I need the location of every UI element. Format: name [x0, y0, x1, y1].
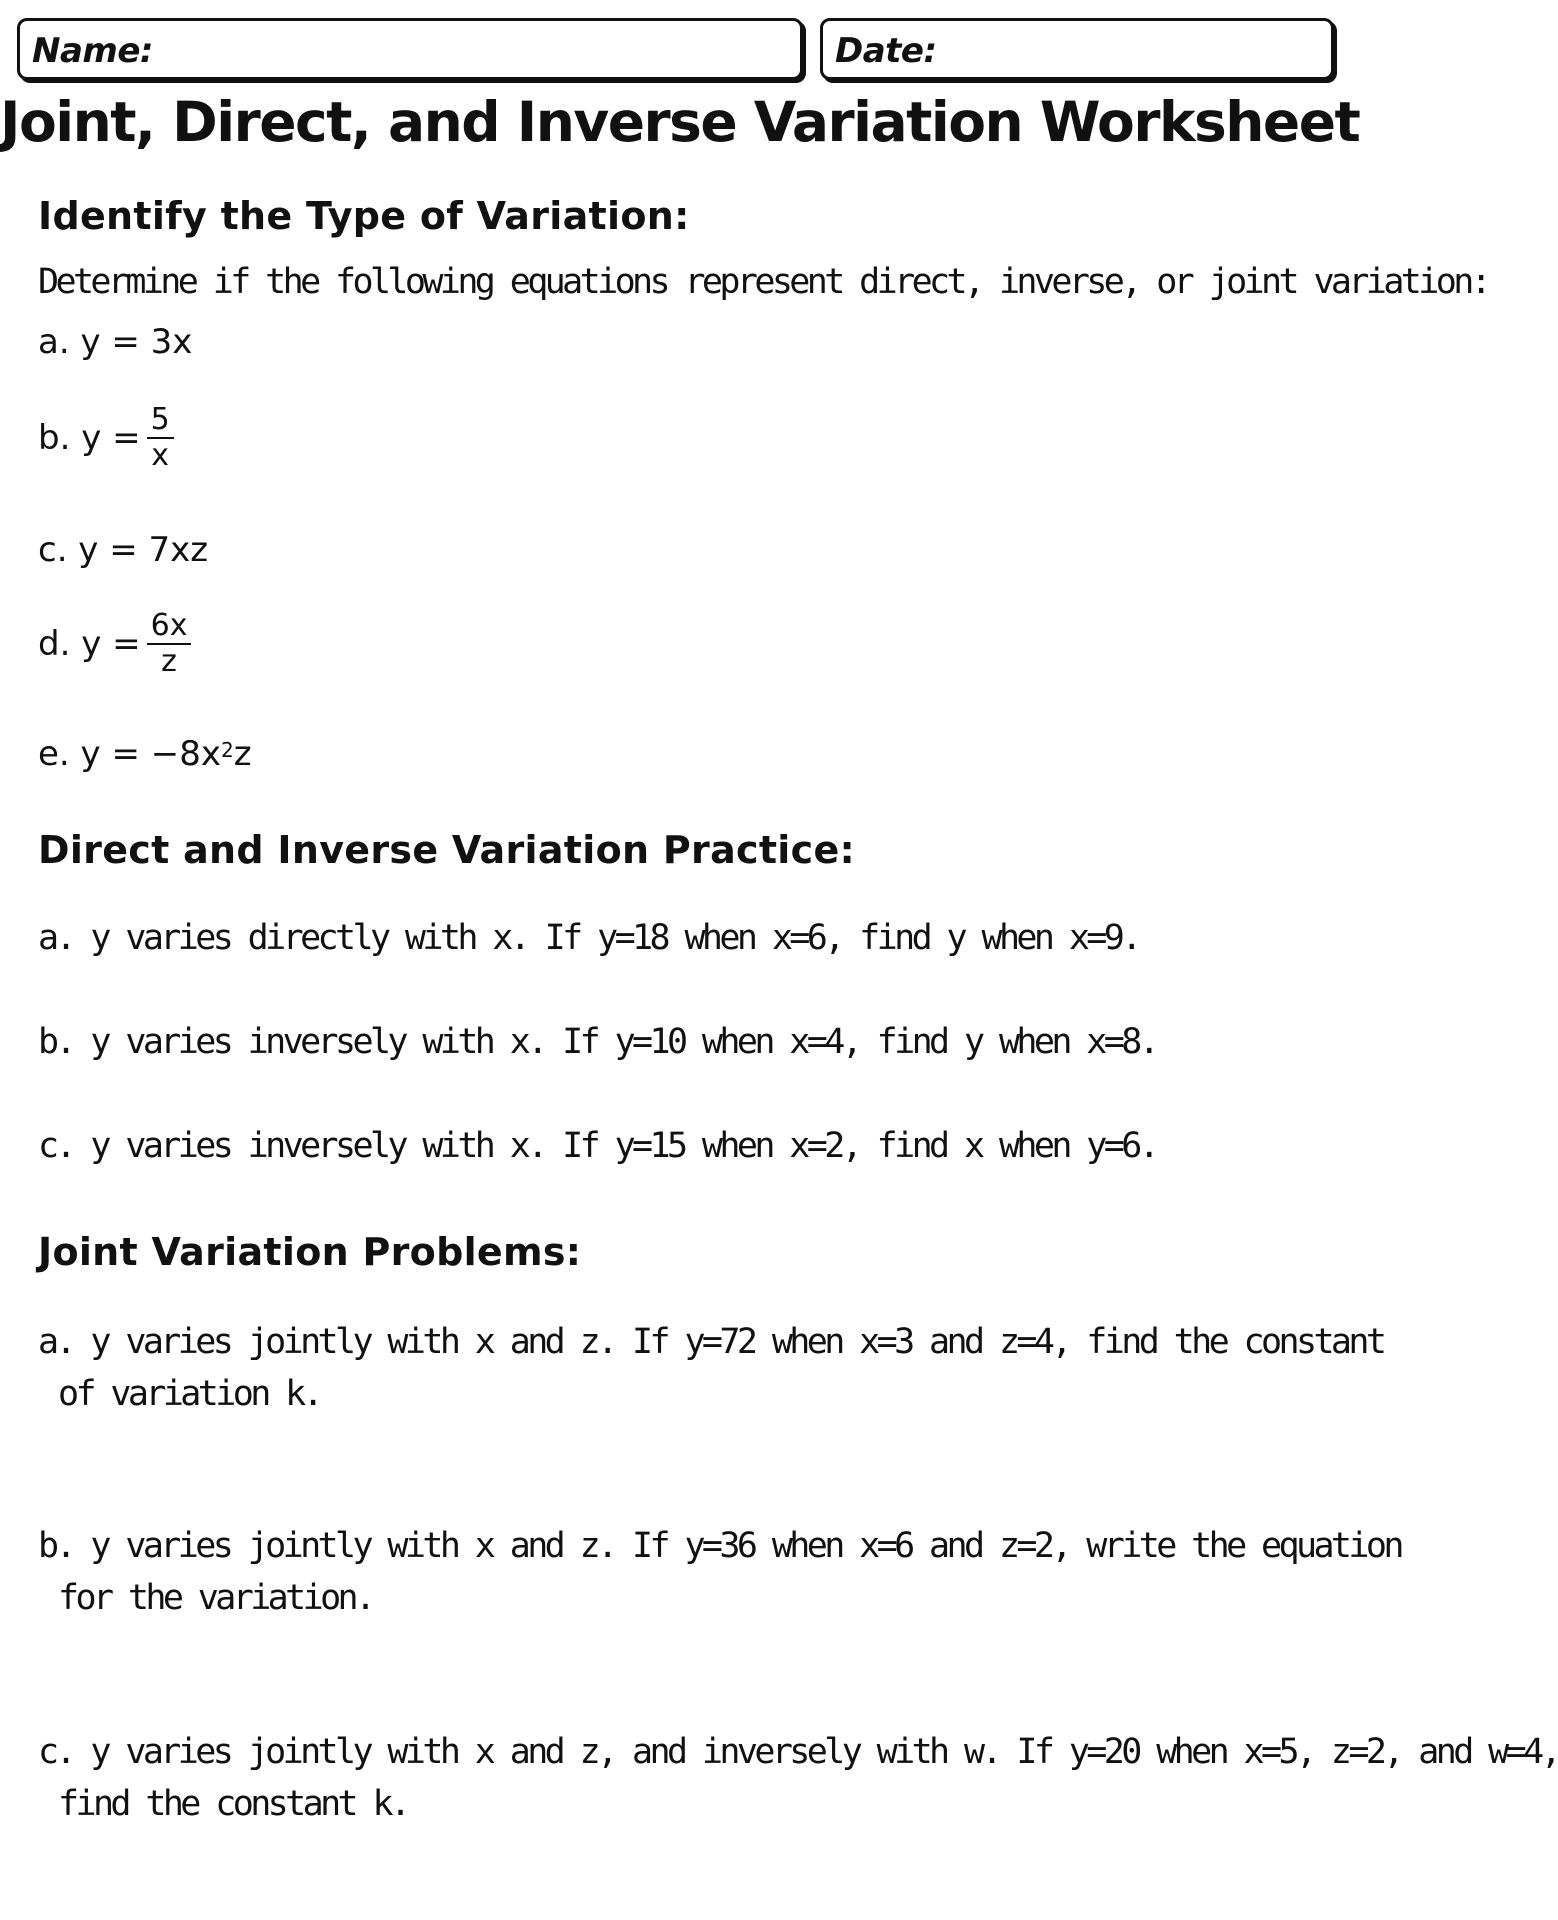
- section-heading-direct-inverse: Direct and Inverse Variation Practice:: [38, 828, 856, 872]
- joint-item-c-line1: c. y varies jointly with x and z, and inversely with w. If y=20 when x=5, z=2, and w=4,: [38, 1732, 1558, 1772]
- equation-a: [38, 322, 192, 362]
- date-label: Date:: [835, 31, 937, 71]
- section-instruction: Determine if the following equations represent direct, inverse, or joint variation:: [38, 262, 1489, 302]
- name-field[interactable]: [17, 18, 803, 80]
- equation-b: [38, 404, 174, 471]
- equation-e: [38, 734, 252, 774]
- equation-d-denominator: z: [161, 643, 177, 679]
- practice-item-b: b. y varies inversely with x. If y=10 when x=4, find y when x=8.: [38, 1022, 1157, 1062]
- joint-item-a-line1: a. y varies jointly with x and z. If y=72 when x=3 and z=4, find the constant: [38, 1322, 1384, 1362]
- joint-item-b-line1: b. y varies jointly with x and z. If y=36 when x=6 and z=2, write the equation: [38, 1526, 1401, 1566]
- joint-item-c-line2: find the constant k.: [58, 1784, 408, 1824]
- equation-c-text: c. y = 7xz: [38, 530, 209, 570]
- equation-a-text: a. y = 3x: [38, 322, 193, 362]
- practice-item-a: a. y varies directly with x. If y=18 when x=6, find y when x=9.: [38, 918, 1139, 958]
- section-heading-identify: Identify the Type of Variation:: [38, 194, 690, 238]
- worksheet-title: Joint, Direct, and Inverse Variation Worksheet: [0, 90, 1360, 154]
- name-label: Name:: [32, 31, 153, 71]
- equation-d: [38, 610, 191, 677]
- equation-e-suffix: z: [233, 734, 252, 774]
- joint-item-a-line2: of variation k.: [58, 1374, 321, 1414]
- equation-b-numerator: 5: [147, 404, 174, 439]
- equation-c: [38, 530, 208, 570]
- equation-e-prefix: e. y = −8x: [38, 734, 221, 774]
- equation-e-exponent: 2: [221, 738, 234, 762]
- joint-item-b-line2: for the variation.: [58, 1578, 373, 1618]
- practice-item-c: c. y varies inversely with x. If y=15 when x=2, find x when y=6.: [38, 1126, 1157, 1166]
- equation-d-numerator: 6x: [147, 610, 192, 645]
- section-heading-joint: Joint Variation Problems:: [38, 1230, 582, 1274]
- equation-b-prefix: b. y =: [38, 417, 141, 458]
- equation-d-fraction: [147, 610, 192, 677]
- date-field[interactable]: [820, 18, 1334, 80]
- equation-b-denominator: x: [151, 437, 170, 473]
- equation-b-fraction: [147, 404, 174, 471]
- equation-d-prefix: d. y =: [38, 623, 141, 664]
